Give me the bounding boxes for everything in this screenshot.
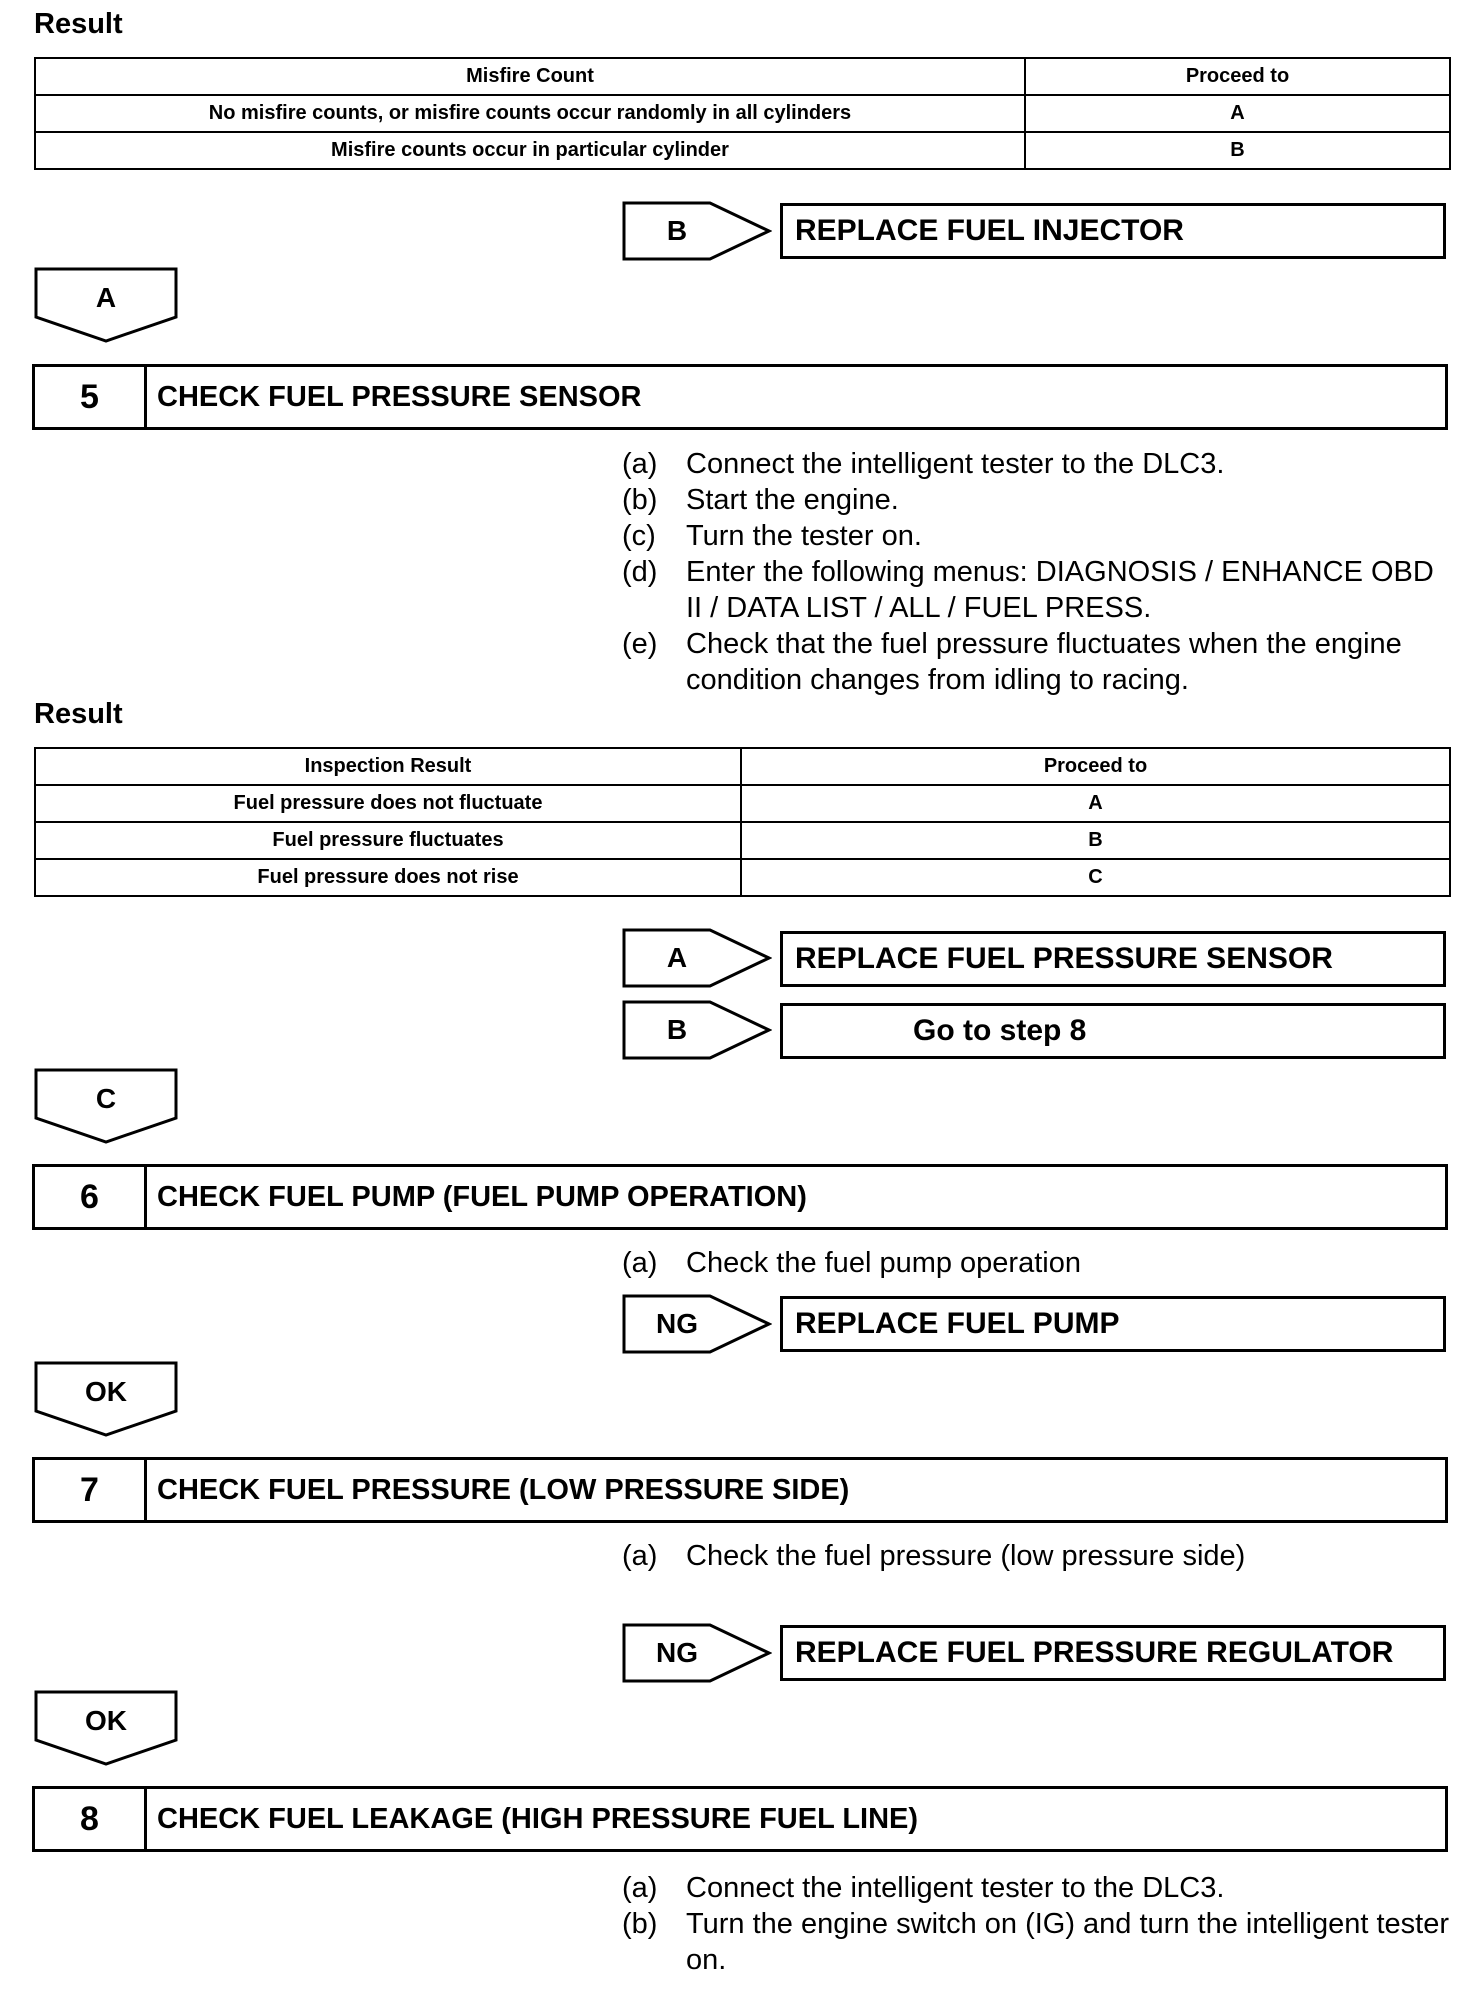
instruction-letter: (a) [622,1540,658,1572]
branch-b-arrow [622,201,772,261]
result-label: Result [34,8,123,40]
branch-code: B [666,215,688,246]
instruction-letter: (d) [622,556,658,588]
table-cell: B [1025,132,1450,169]
step-5-instructions [622,446,1452,698]
column-header: Proceed to [1025,58,1450,95]
instruction-text: Connect the intelligent tester to the DLC3. [686,448,1225,480]
step-title: CHECK FUEL PUMP (FUEL PUMP OPERATION) [157,1181,807,1213]
table-row [35,95,1450,132]
step-8-instructions [622,1870,1452,1978]
table-cell: No misfire counts, or misfire counts occur randomly in all cylinders [35,95,1025,132]
continue-arrow-ok [34,1361,178,1437]
instruction-text: Connect the intelligent tester to the DLC3. [686,1872,1225,1904]
instruction-letter: (a) [622,1247,658,1279]
arrow-label: OK [85,1705,127,1736]
instruction-item [622,554,1452,626]
instruction-text: Check the fuel pressure (low pressure side) [686,1540,1246,1572]
action-box-replace-fuel-pressure-regulator: REPLACE FUEL PRESSURE REGULATOR [780,1625,1446,1681]
result-label: Result [34,698,123,730]
step-number: 5 [35,367,147,427]
step-title: CHECK FUEL PRESSURE (LOW PRESSURE SIDE) [157,1474,850,1506]
instruction-letter: (c) [622,520,656,552]
arrow-label: A [95,282,117,313]
step-6-header [32,1164,1448,1230]
instruction-letter: (a) [622,1872,658,1904]
instruction-text: Turn the engine switch on (IG) and turn the intelligent tester on. [686,1908,1450,1976]
instruction-item [622,1245,1452,1281]
table-row [35,859,1450,896]
table-row [35,785,1450,822]
step-number: 8 [35,1789,147,1849]
column-header: Inspection Result [35,748,741,785]
continue-arrow-a [34,267,178,343]
continue-arrow-c [34,1068,178,1144]
arrow-label: C [95,1083,117,1114]
step-title: CHECK FUEL PRESSURE SENSOR [157,381,642,413]
branch-code: NG [656,1637,698,1668]
instruction-item [622,1538,1452,1574]
column-header: Misfire Count [35,58,1025,95]
step-5-header [32,364,1448,430]
table-cell: B [741,822,1450,859]
instruction-letter: (a) [622,448,658,480]
table-row [35,132,1450,169]
instruction-item [622,446,1452,482]
instruction-text: Enter the following menus: DIAGNOSIS / ENHANCE OBD II / DATA LIST / ALL / FUEL PRESS. [686,556,1434,624]
arrow-label: OK [85,1376,127,1407]
instruction-letter: (b) [622,484,658,516]
action-box-replace-fuel-pump: REPLACE FUEL PUMP [780,1296,1446,1352]
misfire-result-table [34,57,1451,170]
step-number: 6 [35,1167,147,1227]
action-box-replace-fuel-pressure-sensor: REPLACE FUEL PRESSURE SENSOR [780,931,1446,987]
step-number: 7 [35,1460,147,1520]
table-cell: A [1025,95,1450,132]
table-cell: Fuel pressure does not rise [35,859,741,896]
table-row [35,822,1450,859]
instruction-item [622,1870,1452,1906]
step-6-instructions [622,1245,1452,1281]
instruction-letter: (e) [622,628,658,660]
branch-code: B [666,1014,688,1045]
table-header-row [35,748,1450,785]
instruction-item [622,518,1452,554]
instruction-item [622,482,1452,518]
step-title: CHECK FUEL LEAKAGE (HIGH PRESSURE FUEL LINE) [157,1803,919,1835]
branch-ng-arrow [622,1294,772,1354]
table-cell: Fuel pressure fluctuates [35,822,741,859]
action-box-go-to-step-8 [780,1003,1446,1059]
go-to-step-text: Go to step 8 [913,1014,1087,1047]
table-cell: C [741,859,1450,896]
instruction-item [622,1906,1452,1978]
branch-ng-arrow [622,1623,772,1683]
branch-code: NG [656,1308,698,1339]
table-header-row [35,58,1450,95]
instruction-text: Check that the fuel pressure fluctuates when the engine condition changes from idling to racing. [686,628,1402,696]
branch-b-arrow [622,1000,772,1060]
step-8-header [32,1786,1448,1852]
step-7-header [32,1457,1448,1523]
instruction-text: Start the engine. [686,484,899,516]
action-box-replace-fuel-injector: REPLACE FUEL INJECTOR [780,203,1446,259]
instruction-text: Turn the tester on. [686,520,922,552]
inspection-result-table [34,747,1451,897]
instruction-item [622,626,1452,698]
step-7-instructions [622,1538,1452,1574]
branch-a-arrow [622,928,772,988]
column-header: Proceed to [741,748,1450,785]
instruction-text: Check the fuel pump operation [686,1247,1081,1279]
continue-arrow-ok [34,1690,178,1766]
instruction-letter: (b) [622,1908,658,1940]
branch-code: A [666,942,688,973]
table-cell: Misfire counts occur in particular cylinder [35,132,1025,169]
table-cell: A [741,785,1450,822]
table-cell: Fuel pressure does not fluctuate [35,785,741,822]
